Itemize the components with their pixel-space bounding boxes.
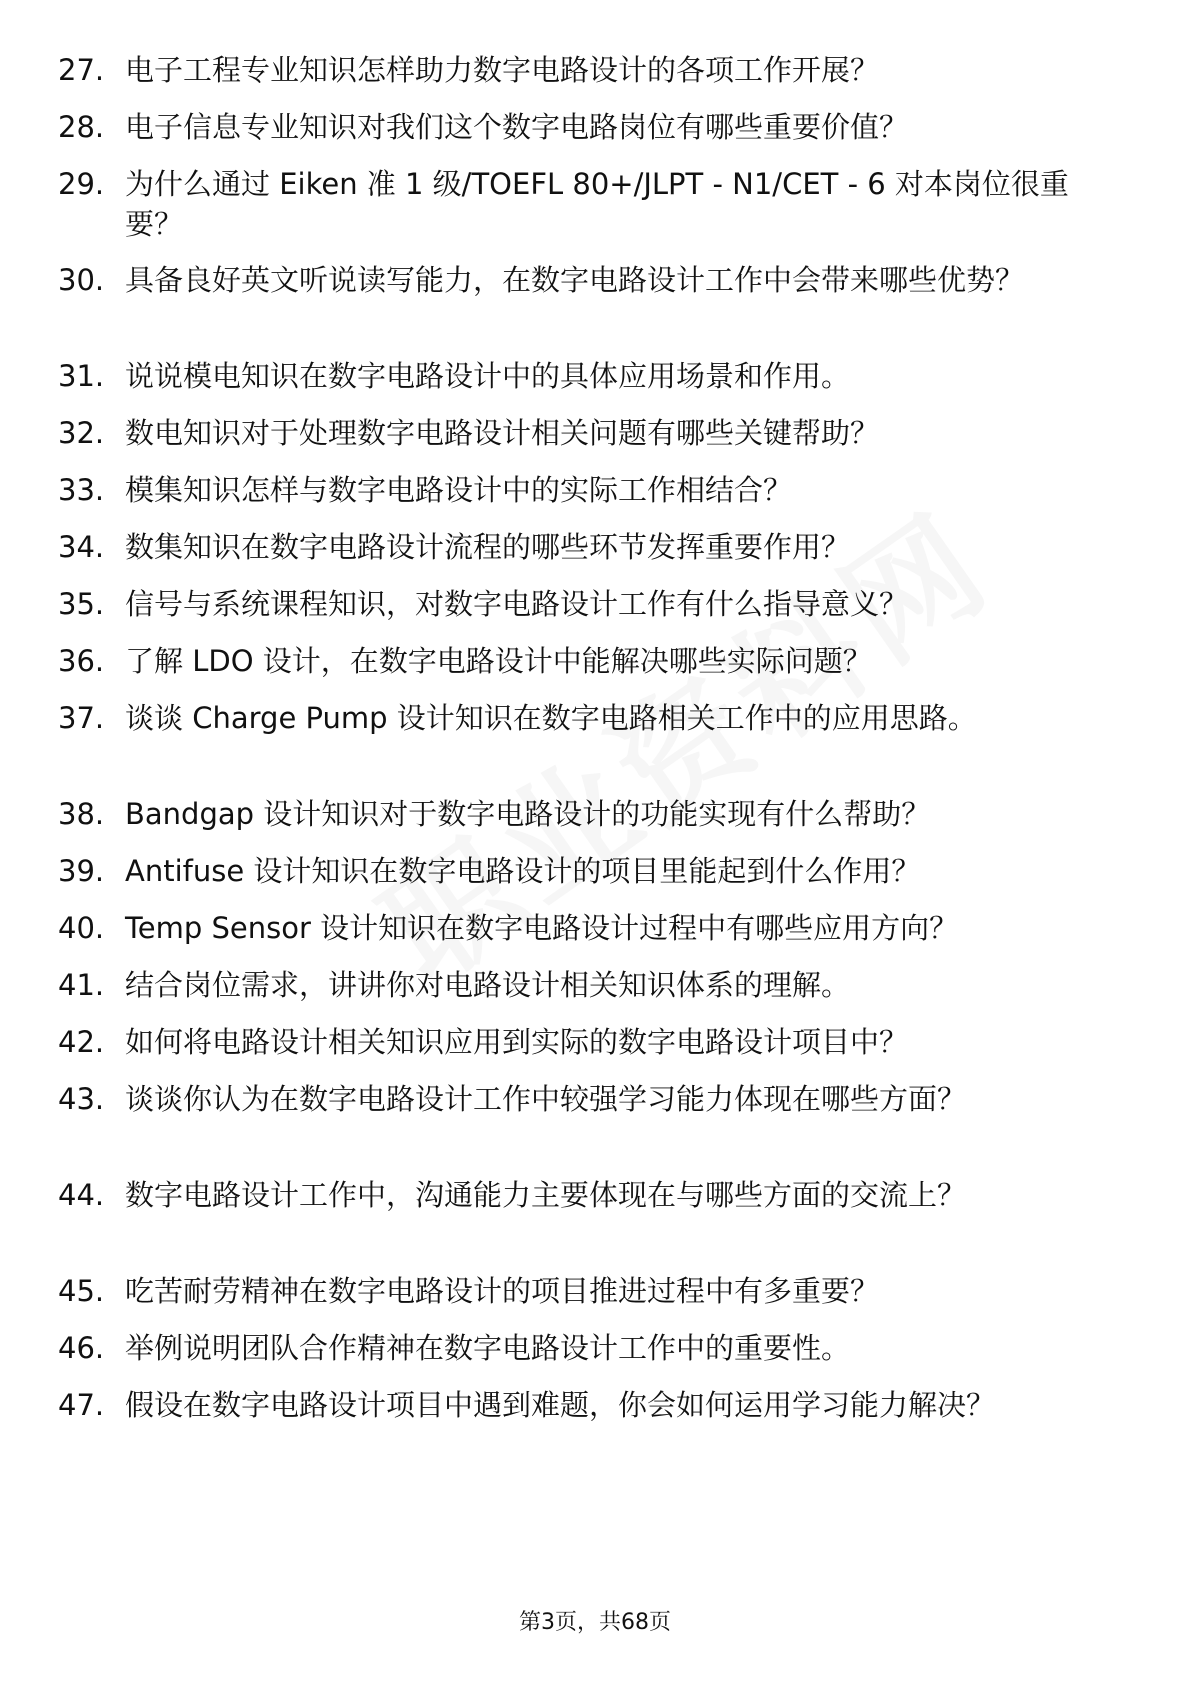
list-item [58,1175,1128,1215]
list-item [58,1271,1128,1311]
question-number: 34. [58,530,105,564]
question-text: 数电知识对于处理数字电路设计相关问题有哪些关键帮助？ [125,416,880,450]
list-item [58,107,1128,147]
question-text: 举例说明团队合作精神在数字电路设计工作中的重要性。 [125,1331,851,1365]
question-text: 谈谈你认为在数字电路设计工作中较强学习能力体现在哪些方面？ [125,1082,967,1116]
question-text: Temp Sensor 设计知识在数字电路设计过程中有哪些应用方向？ [125,911,959,945]
question-number: 38. [58,797,105,831]
question-number: 35. [58,587,105,621]
list-item [58,164,1128,244]
question-number: 28. [58,110,105,144]
page-footer: 第3页，共68页 [519,1610,671,1635]
list-item [58,527,1128,567]
question-number: 40. [58,911,105,945]
list-item [58,1079,1128,1119]
question-number: 44. [58,1178,105,1212]
question-text: 结合岗位需求，讲讲你对电路设计相关知识体系的理解。 [125,968,851,1002]
list-item [58,794,1128,834]
list-item [58,413,1128,453]
question-number: 42. [58,1025,105,1059]
list-item [58,1022,1128,1062]
question-number: 39. [58,854,105,888]
question-number: 36. [58,644,105,678]
list-item [58,965,1128,1005]
question-number: 33. [58,473,105,507]
question-number: 43. [58,1082,105,1116]
list-item [58,356,1128,396]
question-text: 了解 LDO 设计，在数字电路设计中能解决哪些实际问题？ [125,644,872,678]
question-number: 45. [58,1274,105,1308]
question-number: 41. [58,968,105,1002]
list-item [58,698,1128,738]
question-text: 模集知识怎样与数字电路设计中的实际工作相结合？ [125,473,793,507]
question-number: 30. [58,263,105,297]
question-number: 47. [58,1388,105,1422]
question-number: 31. [58,359,105,393]
list-item [58,851,1128,891]
question-text: 数集知识在数字电路设计流程的哪些环节发挥重要作用？ [125,530,851,564]
question-number: 37. [58,701,105,735]
question-number: 29. [58,167,105,201]
question-text: Antifuse 设计知识在数字电路设计的项目里能起到什么作用？ [125,854,921,888]
list-item [58,1385,1128,1425]
question-text: 具备良好英文听说读写能力，在数字电路设计工作中会带来哪些优势？ [125,263,1025,297]
question-number: 32. [58,416,105,450]
list-item [58,260,1128,300]
question-text: 电子工程专业知识怎样助力数字电路设计的各项工作开展？ [125,53,880,87]
question-text: 电子信息专业知识对我们这个数字电路岗位有哪些重要价值？ [125,110,909,144]
question-text: 吃苦耐劳精神在数字电路设计的项目推进过程中有多重要？ [125,1274,880,1308]
question-text: 如何将电路设计相关知识应用到实际的数字电路设计项目中？ [125,1025,909,1059]
question-text: 假设在数字电路设计项目中遇到难题，你会如何运用学习能力解决？ [125,1388,996,1422]
question-number: 27. [58,53,105,87]
question-text: 为什么通过 Eiken 准 1 级/TOEFL 80+/JLPT - N1/CET - 6 对本岗位很重要？ [125,167,1069,241]
question-text: 说说模电知识在数字电路设计中的具体应用场景和作用。 [125,359,851,393]
question-text: 谈谈 Charge Pump 设计知识在数字电路相关工作中的应用思路。 [125,701,977,735]
list-item [58,641,1128,681]
question-text: Bandgap 设计知识对于数字电路设计的功能实现有什么帮助？ [125,797,931,831]
list-item [58,50,1128,90]
list-item [58,584,1128,624]
question-text: 信号与系统课程知识，对数字电路设计工作有什么指导意义？ [125,587,909,621]
list-item [58,908,1128,948]
question-number: 46. [58,1331,105,1365]
list-item [58,470,1128,510]
question-text: 数字电路设计工作中，沟通能力主要体现在与哪些方面的交流上？ [125,1178,967,1212]
list-item [58,1328,1128,1368]
